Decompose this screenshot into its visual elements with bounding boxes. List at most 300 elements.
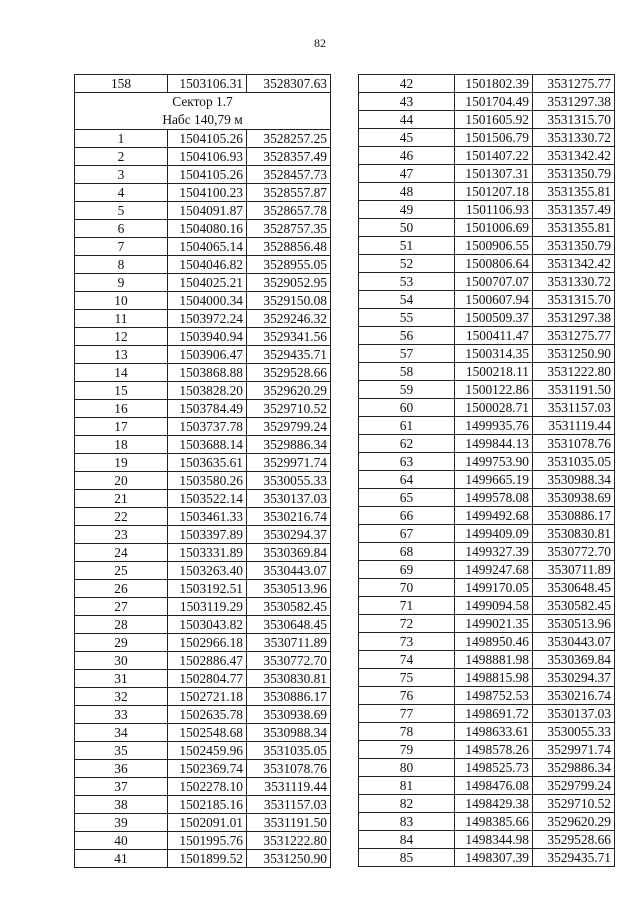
x-coordinate: 1498476.08 — [455, 777, 533, 795]
x-coordinate: 1503331.89 — [168, 544, 247, 562]
point-number: 53 — [359, 273, 455, 291]
x-coordinate: 1503461.33 — [168, 508, 247, 526]
x-coordinate: 1500218.11 — [455, 363, 533, 381]
y-coordinate: 3530886.17 — [247, 688, 331, 706]
point-number: 67 — [359, 525, 455, 543]
point-number: 55 — [359, 309, 455, 327]
table-row — [75, 418, 331, 436]
table-row — [359, 831, 615, 849]
table-row — [359, 723, 615, 741]
table-row — [359, 795, 615, 813]
point-number: 27 — [75, 598, 168, 616]
table-row — [75, 310, 331, 328]
y-coordinate: 3531297.38 — [533, 93, 615, 111]
table-row — [359, 669, 615, 687]
point-number: 36 — [75, 760, 168, 778]
table-row — [359, 435, 615, 453]
point-number: 13 — [75, 346, 168, 364]
point-number: 35 — [75, 742, 168, 760]
y-coordinate: 3529150.08 — [247, 292, 331, 310]
y-coordinate: 3528757.35 — [247, 220, 331, 238]
table-row — [75, 778, 331, 796]
x-coordinate: 1501006.69 — [455, 219, 533, 237]
x-coordinate: 1499753.90 — [455, 453, 533, 471]
point-number: 3 — [75, 166, 168, 184]
y-coordinate: 3529528.66 — [533, 831, 615, 849]
x-coordinate: 1503192.51 — [168, 580, 247, 598]
table-row — [75, 634, 331, 652]
y-coordinate: 3529435.71 — [533, 849, 615, 867]
table-row — [75, 814, 331, 832]
point-number: 81 — [359, 777, 455, 795]
y-coordinate: 3530369.84 — [247, 544, 331, 562]
x-coordinate: 1498881.98 — [455, 651, 533, 669]
x-coordinate: 1502886.47 — [168, 652, 247, 670]
table-row — [75, 706, 331, 724]
x-coordinate: 1498344.98 — [455, 831, 533, 849]
x-coordinate: 1502804.77 — [168, 670, 247, 688]
table-row — [75, 328, 331, 346]
point-number: 74 — [359, 651, 455, 669]
point-number: 2 — [75, 148, 168, 166]
table-row — [359, 705, 615, 723]
point-number: 42 — [359, 75, 455, 93]
y-coordinate: 3530216.74 — [247, 508, 331, 526]
table-row — [75, 562, 331, 580]
y-coordinate: 3531342.42 — [533, 147, 615, 165]
point-number: 19 — [75, 454, 168, 472]
sector-title: Сектор 1.7 — [172, 94, 233, 109]
table-row — [359, 255, 615, 273]
point-number: 15 — [75, 382, 168, 400]
table-row — [75, 382, 331, 400]
table-row — [359, 651, 615, 669]
x-coordinate: 1503784.49 — [168, 400, 247, 418]
x-coordinate: 1503737.78 — [168, 418, 247, 436]
y-coordinate: 3529620.29 — [247, 382, 331, 400]
table-row — [75, 742, 331, 760]
point-number: 39 — [75, 814, 168, 832]
y-coordinate: 3531250.90 — [533, 345, 615, 363]
y-coordinate: 3530938.69 — [247, 706, 331, 724]
x-coordinate: 1498429.38 — [455, 795, 533, 813]
table-row — [75, 490, 331, 508]
y-coordinate: 3529246.32 — [247, 310, 331, 328]
point-number: 1 — [75, 130, 168, 148]
point-number: 52 — [359, 255, 455, 273]
y-coordinate: 3531119.44 — [533, 417, 615, 435]
point-number: 48 — [359, 183, 455, 201]
y-coordinate: 3530830.81 — [533, 525, 615, 543]
x-coordinate: 1501995.76 — [168, 832, 247, 850]
y-coordinate: 3531330.72 — [533, 273, 615, 291]
x-coordinate: 1498307.39 — [455, 849, 533, 867]
x-coordinate: 1501802.39 — [455, 75, 533, 93]
table-row — [75, 508, 331, 526]
x-coordinate: 1503940.94 — [168, 328, 247, 346]
table-row — [359, 849, 615, 867]
table-row — [75, 184, 331, 202]
y-coordinate: 3531119.44 — [247, 778, 331, 796]
y-coordinate: 3530294.37 — [247, 526, 331, 544]
point-number: 54 — [359, 291, 455, 309]
x-coordinate: 1504065.14 — [168, 238, 247, 256]
table-row — [75, 472, 331, 490]
table-row — [359, 381, 615, 399]
point-number: 17 — [75, 418, 168, 436]
y-coordinate: 3530055.33 — [533, 723, 615, 741]
point-number: 57 — [359, 345, 455, 363]
x-coordinate: 1501899.52 — [168, 850, 247, 868]
table-row — [359, 453, 615, 471]
y-coordinate: 3531355.81 — [533, 219, 615, 237]
point-number: 65 — [359, 489, 455, 507]
y-coordinate: 3531157.03 — [247, 796, 331, 814]
x-coordinate: 1498633.61 — [455, 723, 533, 741]
table-row — [359, 309, 615, 327]
table-row — [75, 364, 331, 382]
x-coordinate: 1499247.68 — [455, 561, 533, 579]
point-number: 29 — [75, 634, 168, 652]
x-coordinate: 1504100.23 — [168, 184, 247, 202]
x-coordinate: 1501506.79 — [455, 129, 533, 147]
y-coordinate: 3528557.87 — [247, 184, 331, 202]
point-number: 11 — [75, 310, 168, 328]
table-row — [75, 616, 331, 634]
point-number: 7 — [75, 238, 168, 256]
y-coordinate: 3529971.74 — [247, 454, 331, 472]
table-row — [359, 543, 615, 561]
y-coordinate: 3530055.33 — [247, 472, 331, 490]
point-number: 22 — [75, 508, 168, 526]
point-number: 56 — [359, 327, 455, 345]
x-coordinate: 1503972.24 — [168, 310, 247, 328]
x-coordinate: 1504105.26 — [168, 166, 247, 184]
sector-header — [75, 93, 331, 130]
x-coordinate: 1502278.10 — [168, 778, 247, 796]
table-row — [359, 327, 615, 345]
y-coordinate: 3529710.52 — [247, 400, 331, 418]
table-row — [75, 238, 331, 256]
y-coordinate: 3528257.25 — [247, 130, 331, 148]
y-coordinate: 3528657.78 — [247, 202, 331, 220]
y-coordinate: 3530582.45 — [247, 598, 331, 616]
x-coordinate: 1498752.53 — [455, 687, 533, 705]
point-number: 71 — [359, 597, 455, 615]
x-coordinate: 1502635.78 — [168, 706, 247, 724]
x-coordinate: 1500906.55 — [455, 237, 533, 255]
coordinates-table-right — [358, 74, 615, 867]
y-coordinate: 3531342.42 — [533, 255, 615, 273]
x-coordinate: 1501605.92 — [455, 111, 533, 129]
x-coordinate: 1499935.76 — [455, 417, 533, 435]
x-coordinate: 1500122.86 — [455, 381, 533, 399]
x-coordinate: 1501207.18 — [455, 183, 533, 201]
x-coordinate: 1498578.26 — [455, 741, 533, 759]
x-coordinate: 1504080.16 — [168, 220, 247, 238]
x-coordinate: 1504025.21 — [168, 274, 247, 292]
table-row — [75, 688, 331, 706]
y-coordinate: 3531222.80 — [533, 363, 615, 381]
table-row — [359, 399, 615, 417]
y-coordinate: 3531157.03 — [533, 399, 615, 417]
y-coordinate: 3529799.24 — [533, 777, 615, 795]
point-number: 70 — [359, 579, 455, 597]
x-coordinate: 1504046.82 — [168, 256, 247, 274]
table-row — [359, 579, 615, 597]
point-number: 14 — [75, 364, 168, 382]
y-coordinate: 3530830.81 — [247, 670, 331, 688]
table-row — [359, 147, 615, 165]
point-number: 79 — [359, 741, 455, 759]
x-coordinate: 1499170.05 — [455, 579, 533, 597]
x-coordinate: 1501704.49 — [455, 93, 533, 111]
x-coordinate: 1503397.89 — [168, 526, 247, 544]
point-number: 37 — [75, 778, 168, 796]
y-coordinate: 3530711.89 — [533, 561, 615, 579]
y-coordinate: 3530513.96 — [247, 580, 331, 598]
y-coordinate: 3530938.69 — [533, 489, 615, 507]
y-coordinate: 3530772.70 — [533, 543, 615, 561]
table-row — [359, 165, 615, 183]
table-row — [359, 615, 615, 633]
table-row — [75, 796, 331, 814]
x-coordinate: 1499021.35 — [455, 615, 533, 633]
table-row — [359, 345, 615, 363]
y-coordinate: 3528457.73 — [247, 166, 331, 184]
x-coordinate: 1503635.61 — [168, 454, 247, 472]
coordinates-table-left — [74, 74, 331, 868]
table-row — [75, 166, 331, 184]
y-coordinate: 3528307.63 — [247, 75, 331, 93]
y-coordinate: 3531275.77 — [533, 75, 615, 93]
y-coordinate: 3530988.34 — [533, 471, 615, 489]
point-number: 158 — [75, 75, 168, 93]
point-number: 51 — [359, 237, 455, 255]
y-coordinate: 3531330.72 — [533, 129, 615, 147]
x-coordinate: 1499094.58 — [455, 597, 533, 615]
table-row — [75, 400, 331, 418]
point-number: 62 — [359, 435, 455, 453]
x-coordinate: 1503580.26 — [168, 472, 247, 490]
point-number: 16 — [75, 400, 168, 418]
x-coordinate: 1498525.73 — [455, 759, 533, 777]
y-coordinate: 3530443.07 — [533, 633, 615, 651]
table-row — [75, 346, 331, 364]
x-coordinate: 1501407.22 — [455, 147, 533, 165]
x-coordinate: 1502369.74 — [168, 760, 247, 778]
point-number: 18 — [75, 436, 168, 454]
x-coordinate: 1503828.20 — [168, 382, 247, 400]
point-number: 4 — [75, 184, 168, 202]
table-row — [75, 256, 331, 274]
y-coordinate: 3531191.50 — [533, 381, 615, 399]
table-row — [359, 471, 615, 489]
y-coordinate: 3531275.77 — [533, 327, 615, 345]
point-number: 9 — [75, 274, 168, 292]
point-number: 58 — [359, 363, 455, 381]
point-number: 80 — [359, 759, 455, 777]
table-row — [359, 489, 615, 507]
x-coordinate: 1504000.34 — [168, 292, 247, 310]
point-number: 82 — [359, 795, 455, 813]
point-number: 68 — [359, 543, 455, 561]
y-coordinate: 3531035.05 — [533, 453, 615, 471]
y-coordinate: 3530216.74 — [533, 687, 615, 705]
point-number: 30 — [75, 652, 168, 670]
x-coordinate: 1499578.08 — [455, 489, 533, 507]
x-coordinate: 1503868.88 — [168, 364, 247, 382]
point-number: 8 — [75, 256, 168, 274]
point-number: 63 — [359, 453, 455, 471]
y-coordinate: 3531222.80 — [247, 832, 331, 850]
y-coordinate: 3531315.70 — [533, 111, 615, 129]
table-row — [359, 363, 615, 381]
y-coordinate: 3528856.48 — [247, 238, 331, 256]
x-coordinate: 1504105.26 — [168, 130, 247, 148]
point-number: 38 — [75, 796, 168, 814]
point-number: 23 — [75, 526, 168, 544]
point-number: 46 — [359, 147, 455, 165]
table-row — [359, 291, 615, 309]
point-number: 47 — [359, 165, 455, 183]
point-number: 10 — [75, 292, 168, 310]
x-coordinate: 1504106.93 — [168, 148, 247, 166]
table-row — [359, 687, 615, 705]
y-coordinate: 3529052.95 — [247, 274, 331, 292]
table-row — [359, 741, 615, 759]
x-coordinate: 1499844.13 — [455, 435, 533, 453]
point-number: 6 — [75, 220, 168, 238]
y-coordinate: 3529710.52 — [533, 795, 615, 813]
table-row — [75, 220, 331, 238]
y-coordinate: 3531078.76 — [533, 435, 615, 453]
x-coordinate: 1500806.64 — [455, 255, 533, 273]
x-coordinate: 1502721.18 — [168, 688, 247, 706]
x-coordinate: 1500607.94 — [455, 291, 533, 309]
y-coordinate: 3531350.79 — [533, 165, 615, 183]
y-coordinate: 3529620.29 — [533, 813, 615, 831]
table-row — [75, 850, 331, 868]
x-coordinate: 1498385.66 — [455, 813, 533, 831]
x-coordinate: 1501106.93 — [455, 201, 533, 219]
table-row — [359, 777, 615, 795]
table-row — [75, 202, 331, 220]
table-row — [359, 561, 615, 579]
point-number: 28 — [75, 616, 168, 634]
table-row — [75, 454, 331, 472]
x-coordinate: 1503906.47 — [168, 346, 247, 364]
x-coordinate: 1503522.14 — [168, 490, 247, 508]
y-coordinate: 3531078.76 — [247, 760, 331, 778]
table-row — [75, 130, 331, 148]
table-row — [359, 111, 615, 129]
table-row — [359, 813, 615, 831]
point-number: 73 — [359, 633, 455, 651]
table-row — [75, 598, 331, 616]
sector-header-row — [75, 93, 331, 130]
table-row — [75, 274, 331, 292]
y-coordinate: 3530886.17 — [533, 507, 615, 525]
x-coordinate: 1502091.01 — [168, 814, 247, 832]
y-coordinate: 3530137.03 — [247, 490, 331, 508]
y-coordinate: 3531297.38 — [533, 309, 615, 327]
point-number: 21 — [75, 490, 168, 508]
x-coordinate: 1500028.71 — [455, 399, 533, 417]
y-coordinate: 3530772.70 — [247, 652, 331, 670]
point-number: 72 — [359, 615, 455, 633]
point-number: 66 — [359, 507, 455, 525]
table-row — [75, 652, 331, 670]
y-coordinate: 3529886.34 — [247, 436, 331, 454]
y-coordinate: 3530648.45 — [533, 579, 615, 597]
point-number: 45 — [359, 129, 455, 147]
x-coordinate: 1498815.98 — [455, 669, 533, 687]
table-row — [359, 129, 615, 147]
y-coordinate: 3529886.34 — [533, 759, 615, 777]
point-number: 60 — [359, 399, 455, 417]
x-coordinate: 1501307.31 — [455, 165, 533, 183]
y-coordinate: 3530137.03 — [533, 705, 615, 723]
y-coordinate: 3529528.66 — [247, 364, 331, 382]
point-number: 34 — [75, 724, 168, 742]
table-row — [359, 201, 615, 219]
point-number: 50 — [359, 219, 455, 237]
y-coordinate: 3530648.45 — [247, 616, 331, 634]
x-coordinate: 1503043.82 — [168, 616, 247, 634]
table-row — [359, 417, 615, 435]
point-number: 64 — [359, 471, 455, 489]
point-number: 26 — [75, 580, 168, 598]
x-coordinate: 1503688.14 — [168, 436, 247, 454]
y-coordinate: 3530513.96 — [533, 615, 615, 633]
table-row — [359, 273, 615, 291]
x-coordinate: 1503119.29 — [168, 598, 247, 616]
point-number: 41 — [75, 850, 168, 868]
y-coordinate: 3529799.24 — [247, 418, 331, 436]
y-coordinate: 3531191.50 — [247, 814, 331, 832]
x-coordinate: 1500509.37 — [455, 309, 533, 327]
y-coordinate: 3531355.81 — [533, 183, 615, 201]
table-row — [359, 759, 615, 777]
x-coordinate: 1498950.46 — [455, 633, 533, 651]
table-row — [359, 183, 615, 201]
point-number: 5 — [75, 202, 168, 220]
point-number: 33 — [75, 706, 168, 724]
table-row — [75, 148, 331, 166]
table-row — [359, 219, 615, 237]
point-number: 25 — [75, 562, 168, 580]
x-coordinate: 1500707.07 — [455, 273, 533, 291]
table-row — [75, 526, 331, 544]
y-coordinate: 3531315.70 — [533, 291, 615, 309]
point-number: 75 — [359, 669, 455, 687]
y-coordinate: 3528357.49 — [247, 148, 331, 166]
x-coordinate: 1503106.31 — [168, 75, 247, 93]
point-number: 44 — [359, 111, 455, 129]
y-coordinate: 3531035.05 — [247, 742, 331, 760]
table-row — [75, 670, 331, 688]
y-coordinate: 3529971.74 — [533, 741, 615, 759]
y-coordinate: 3530582.45 — [533, 597, 615, 615]
x-coordinate: 1502548.68 — [168, 724, 247, 742]
table-row — [75, 544, 331, 562]
y-coordinate: 3529341.56 — [247, 328, 331, 346]
x-coordinate: 1499492.68 — [455, 507, 533, 525]
table-row — [75, 724, 331, 742]
point-number: 49 — [359, 201, 455, 219]
x-coordinate: 1503263.40 — [168, 562, 247, 580]
